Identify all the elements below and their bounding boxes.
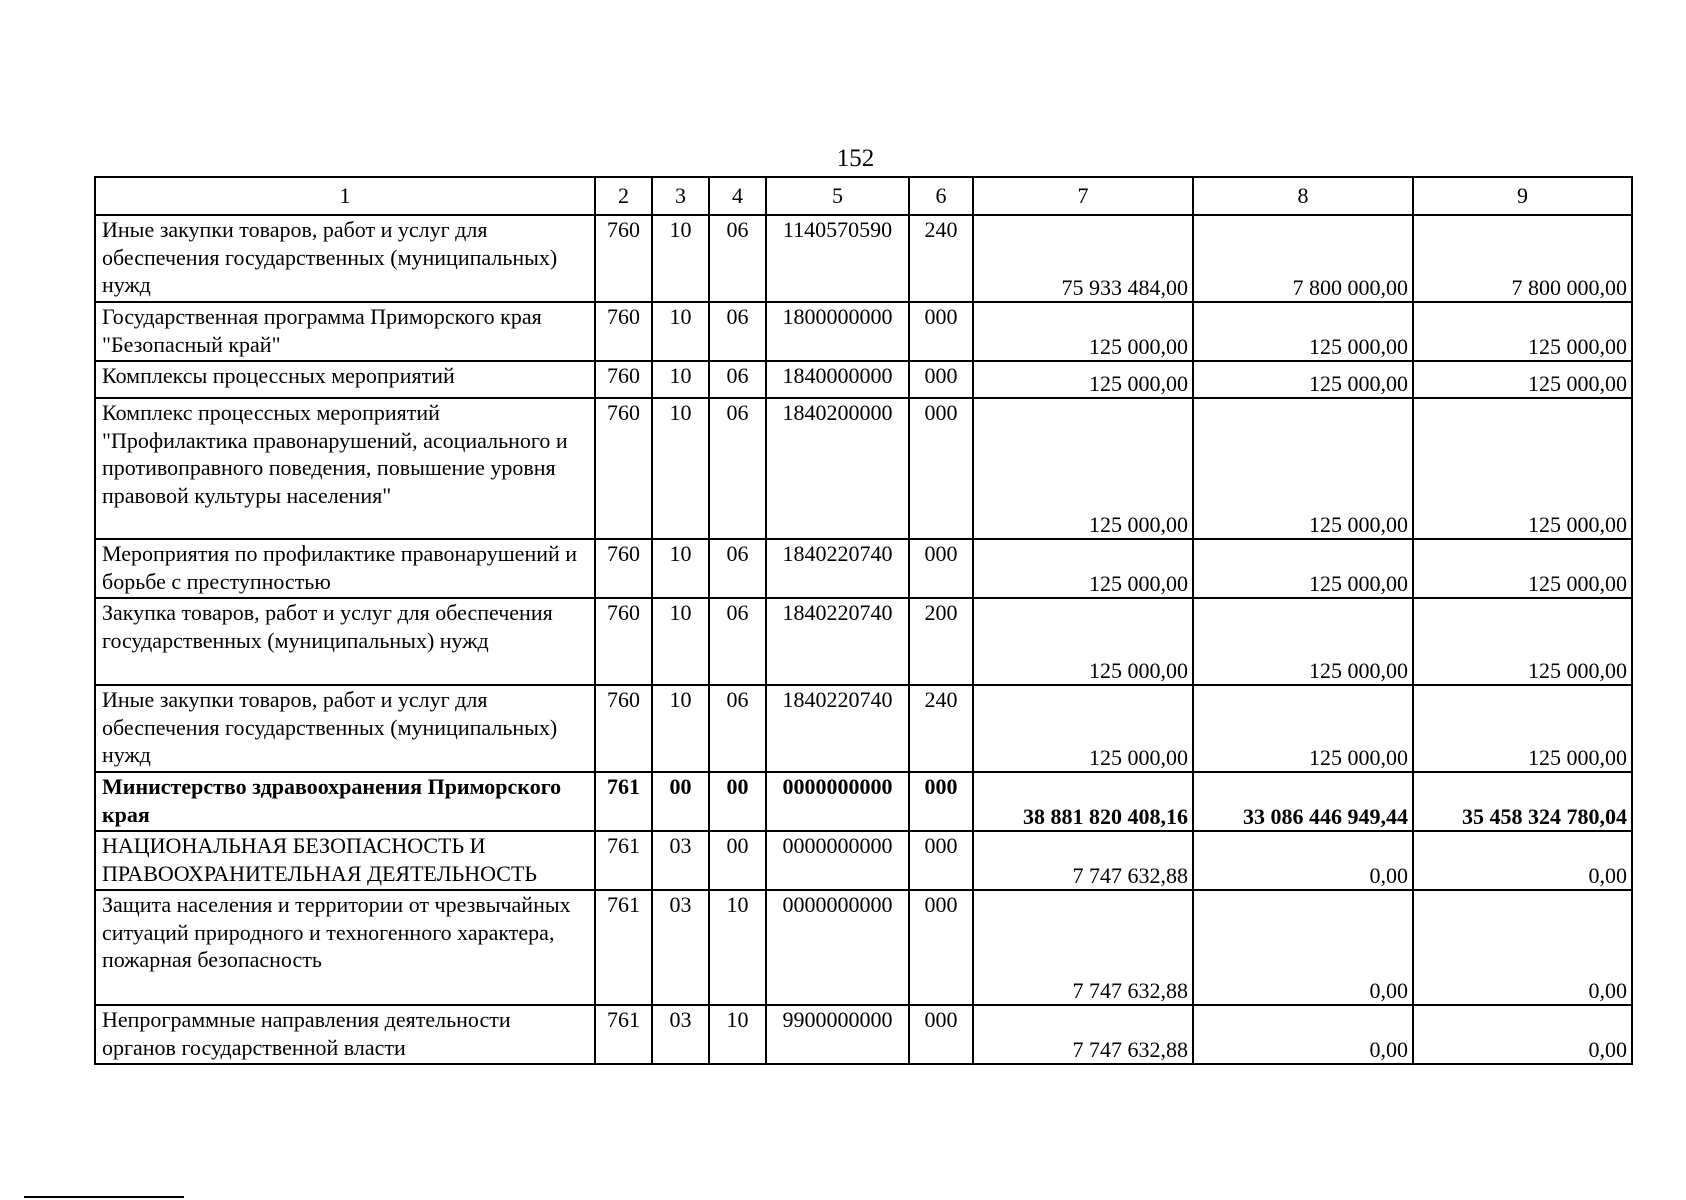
row-expense-type-code: 000: [909, 831, 973, 890]
row-amount-col7: 125 000,00: [973, 685, 1193, 772]
row-amount-col8: 125 000,00: [1193, 685, 1413, 772]
footnote-separator: [24, 1196, 184, 1198]
row-section-code: 00: [652, 772, 709, 831]
table-row: [95, 302, 1632, 361]
row-ministry-code: 760: [595, 361, 652, 398]
header-col-3: 3: [652, 177, 709, 215]
row-amount-col8: 125 000,00: [1193, 361, 1413, 398]
row-amount-col8: 125 000,00: [1193, 302, 1413, 361]
row-subsection-code: 06: [709, 398, 766, 539]
row-section-code: 10: [652, 539, 709, 598]
row-section-code: 10: [652, 215, 709, 302]
row-target-code: 0000000000: [766, 831, 909, 890]
row-section-code: 10: [652, 361, 709, 398]
header-col-7: 7: [973, 177, 1193, 215]
row-amount-col7: 125 000,00: [973, 361, 1193, 398]
row-expense-type-code: 000: [909, 398, 973, 539]
row-expense-type-code: 240: [909, 685, 973, 772]
row-target-code: 9900000000: [766, 1005, 909, 1064]
row-name: Защита населения и территории от чрезвычайных ситуаций природного и техногенного характера, пожарная безопасность: [95, 890, 595, 1005]
header-col-5: 5: [766, 177, 909, 215]
row-amount-col8: 125 000,00: [1193, 398, 1413, 539]
row-subsection-code: 06: [709, 598, 766, 685]
table-row: [95, 890, 1632, 1005]
row-ministry-code: 761: [595, 831, 652, 890]
table-row: [95, 831, 1632, 890]
row-amount-col8: 0,00: [1193, 831, 1413, 890]
row-amount-col9: 125 000,00: [1413, 398, 1632, 539]
row-name: Государственная программа Приморского края "Безопасный край": [95, 302, 595, 361]
table-row: [95, 1005, 1632, 1064]
table-row: [95, 539, 1632, 598]
row-subsection-code: 06: [709, 685, 766, 772]
row-ministry-code: 761: [595, 890, 652, 1005]
row-amount-col7: 75 933 484,00: [973, 215, 1193, 302]
row-target-code: 1840220740: [766, 685, 909, 772]
row-expense-type-code: 000: [909, 539, 973, 598]
row-amount-col9: 0,00: [1413, 890, 1632, 1005]
row-name: Иные закупки товаров, работ и услуг для обеспечения государственных (муниципальных) нужд: [95, 685, 595, 772]
row-amount-col9: 125 000,00: [1413, 302, 1632, 361]
row-subsection-code: 00: [709, 772, 766, 831]
row-target-code: 1840200000: [766, 398, 909, 539]
row-ministry-code: 760: [595, 598, 652, 685]
row-subsection-code: 06: [709, 539, 766, 598]
row-amount-col7: 38 881 820 408,16: [973, 772, 1193, 831]
row-section-code: 10: [652, 398, 709, 539]
row-name: Комплекс процессных мероприятий "Профилактика правонарушений, асоциального и противоправного поведения, повышение уровня правовой культуры населения": [95, 398, 595, 539]
row-amount-col9: 125 000,00: [1413, 685, 1632, 772]
row-amount-col8: 125 000,00: [1193, 598, 1413, 685]
row-amount-col8: 33 086 446 949,44: [1193, 772, 1413, 831]
row-amount-col9: 7 800 000,00: [1413, 215, 1632, 302]
row-amount-col8: 125 000,00: [1193, 539, 1413, 598]
row-name: Иные закупки товаров, работ и услуг для обеспечения государственных (муниципальных) нужд: [95, 215, 595, 302]
row-amount-col9: 0,00: [1413, 1005, 1632, 1064]
row-name: Комплексы процессных мероприятий: [95, 361, 595, 398]
row-section-code: 10: [652, 685, 709, 772]
row-ministry-code: 760: [595, 398, 652, 539]
row-subsection-code: 00: [709, 831, 766, 890]
row-amount-col8: 7 800 000,00: [1193, 215, 1413, 302]
row-ministry-code: 760: [595, 539, 652, 598]
header-row: [95, 177, 1632, 215]
row-ministry-code: 761: [595, 1005, 652, 1064]
table-row: [95, 361, 1632, 398]
row-target-code: 1840220740: [766, 598, 909, 685]
row-expense-type-code: 000: [909, 1005, 973, 1064]
row-expense-type-code: 000: [909, 772, 973, 831]
table-row: [95, 598, 1632, 685]
row-target-code: 0000000000: [766, 890, 909, 1005]
row-name: Непрограммные направления деятельности органов государственной власти: [95, 1005, 595, 1064]
row-section-code: 10: [652, 598, 709, 685]
row-section-code: 03: [652, 890, 709, 1005]
budget-table: [94, 176, 1633, 1065]
row-amount-col8: 0,00: [1193, 1005, 1413, 1064]
row-amount-col9: 0,00: [1413, 831, 1632, 890]
row-name: Мероприятия по профилактике правонарушений и борьбе с преступностью: [95, 539, 595, 598]
row-target-code: 1840000000: [766, 361, 909, 398]
row-ministry-code: 761: [595, 772, 652, 831]
table-row: [95, 772, 1632, 831]
row-expense-type-code: 000: [909, 890, 973, 1005]
row-amount-col9: 35 458 324 780,04: [1413, 772, 1632, 831]
row-ministry-code: 760: [595, 215, 652, 302]
header-col-6: 6: [909, 177, 973, 215]
header-col-4: 4: [709, 177, 766, 215]
row-subsection-code: 06: [709, 215, 766, 302]
row-amount-col7: 125 000,00: [973, 398, 1193, 539]
table-row: [95, 215, 1632, 302]
header-col-8: 8: [1193, 177, 1413, 215]
row-amount-col7: 125 000,00: [973, 598, 1193, 685]
row-target-code: 0000000000: [766, 772, 909, 831]
row-name: Министерство здравоохранения Приморского края: [95, 772, 595, 831]
row-subsection-code: 06: [709, 302, 766, 361]
table-row: [95, 685, 1632, 772]
row-subsection-code: 10: [709, 1005, 766, 1064]
row-amount-col7: 125 000,00: [973, 539, 1193, 598]
table-row: [95, 398, 1632, 539]
row-amount-col9: 125 000,00: [1413, 361, 1632, 398]
row-section-code: 10: [652, 302, 709, 361]
row-target-code: 1800000000: [766, 302, 909, 361]
row-amount-col9: 125 000,00: [1413, 539, 1632, 598]
row-section-code: 03: [652, 831, 709, 890]
row-ministry-code: 760: [595, 302, 652, 361]
row-amount-col8: 0,00: [1193, 890, 1413, 1005]
header-col-9: 9: [1413, 177, 1632, 215]
row-subsection-code: 10: [709, 890, 766, 1005]
header-col-1: 1: [95, 177, 595, 215]
row-name: Закупка товаров, работ и услуг для обеспечения государственных (муниципальных) нужд: [95, 598, 595, 685]
row-expense-type-code: 000: [909, 302, 973, 361]
row-target-code: 1840220740: [766, 539, 909, 598]
row-amount-col9: 125 000,00: [1413, 598, 1632, 685]
row-section-code: 03: [652, 1005, 709, 1064]
row-name: НАЦИОНАЛЬНАЯ БЕЗОПАСНОСТЬ И ПРАВООХРАНИТЕЛЬНАЯ ДЕЯТЕЛЬНОСТЬ: [95, 831, 595, 890]
page-number: 152: [836, 145, 875, 172]
row-amount-col7: 7 747 632,88: [973, 1005, 1193, 1064]
header-col-2: 2: [595, 177, 652, 215]
row-expense-type-code: 240: [909, 215, 973, 302]
row-subsection-code: 06: [709, 361, 766, 398]
row-expense-type-code: 200: [909, 598, 973, 685]
row-target-code: 1140570590: [766, 215, 909, 302]
row-amount-col7: 125 000,00: [973, 302, 1193, 361]
row-expense-type-code: 000: [909, 361, 973, 398]
row-ministry-code: 760: [595, 685, 652, 772]
row-amount-col7: 7 747 632,88: [973, 831, 1193, 890]
row-amount-col7: 7 747 632,88: [973, 890, 1193, 1005]
